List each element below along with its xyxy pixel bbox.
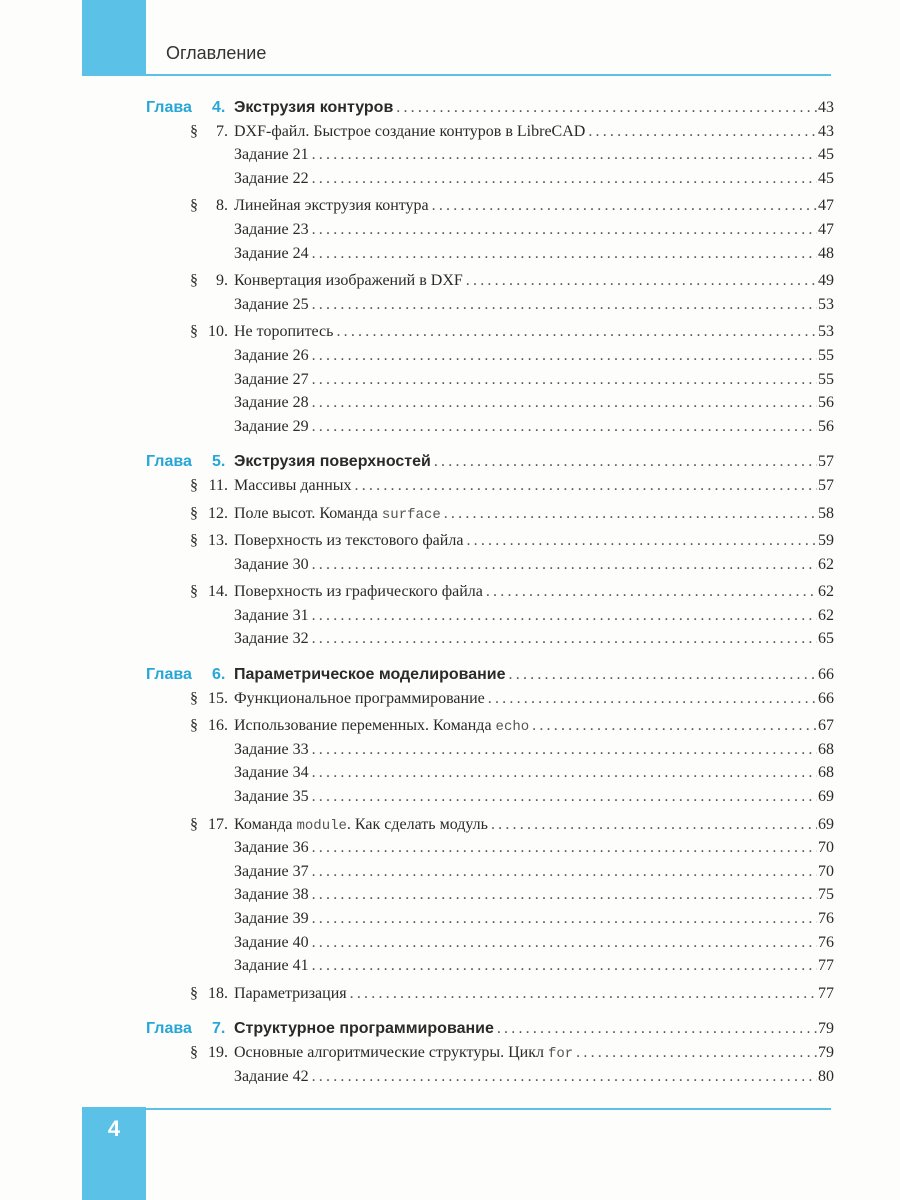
entry-title	[234, 269, 466, 293]
entry-page-number: 66	[818, 689, 834, 707]
entry-title-text: Команда	[234, 815, 297, 833]
entry-title	[234, 415, 312, 439]
dot-leader	[312, 738, 817, 762]
toc-task-row	[146, 761, 834, 785]
entry-title-text: Задание 21	[234, 146, 309, 164]
entry-page-number: 79	[818, 1020, 834, 1038]
entry-page-number: 59	[818, 532, 834, 550]
entry-title	[234, 687, 488, 711]
entry-title-text: Задание 40	[234, 933, 309, 951]
entry-title-text: Задание 38	[234, 886, 309, 904]
entry-page-number: 79	[818, 1043, 834, 1061]
entry-page-number: 55	[818, 346, 834, 364]
section-num-value: 16.	[208, 717, 228, 735]
footer-rule	[146, 1108, 831, 1110]
entry-page-number: 47	[818, 197, 834, 215]
entry-page-number: 76	[818, 933, 834, 951]
toc-section-row	[146, 269, 834, 293]
entry-title-text: Задание 41	[234, 957, 309, 975]
entry-title	[234, 580, 486, 604]
entry-title	[234, 96, 396, 120]
entry-title-text: Задание 27	[234, 370, 309, 388]
entry-title	[234, 344, 312, 368]
chapter-number: 5.	[212, 453, 226, 471]
entry-title	[234, 883, 312, 907]
entry-page-number: 62	[818, 555, 834, 573]
section-number	[190, 320, 234, 344]
toc-entry	[234, 714, 834, 740]
entry-page-number: 70	[818, 839, 834, 857]
dot-leader	[312, 860, 817, 884]
toc-section-row	[146, 194, 834, 218]
section-num-value: 9.	[216, 272, 228, 290]
section-num-value: 8.	[216, 197, 228, 215]
toc-task-row	[146, 954, 834, 978]
entry-page-number: 49	[818, 272, 834, 290]
entry-page-number: 69	[818, 788, 834, 806]
toc-section-row	[146, 320, 834, 344]
toc-entry	[234, 96, 834, 120]
toc-section-row	[146, 1041, 834, 1065]
entry-title-text: Поле высот. Команда	[234, 504, 382, 522]
toc-entry	[234, 982, 834, 1006]
toc-task-row	[146, 931, 834, 955]
section-sign: §	[190, 1043, 198, 1061]
entry-page-number: 75	[818, 886, 834, 904]
dot-leader	[466, 269, 817, 293]
toc-task-row	[146, 167, 834, 191]
entry-title-text: Задание 31	[234, 606, 309, 624]
dot-leader	[491, 813, 817, 837]
section-num-value: 14.	[208, 583, 228, 601]
entry-title	[234, 391, 312, 415]
dot-leader	[509, 663, 817, 687]
entry-title-text: Задание 30	[234, 555, 309, 573]
entry-title	[234, 474, 355, 498]
toc-entry	[234, 883, 834, 907]
dot-leader	[312, 293, 817, 317]
section-number	[190, 714, 234, 738]
entry-title	[234, 860, 312, 884]
chapter-label: Глава	[146, 453, 192, 471]
toc-entry	[234, 218, 834, 242]
toc-entry	[234, 194, 834, 218]
section-sign: §	[190, 815, 198, 833]
entry-title-text: Задание 22	[234, 169, 309, 187]
entry-page-number: 45	[818, 146, 834, 164]
toc-task-row	[146, 836, 834, 860]
toc-task-row	[146, 604, 834, 628]
toc-chapter-row	[146, 96, 834, 120]
toc-entry	[234, 738, 834, 762]
toc-task-row	[146, 242, 834, 266]
entry-title	[234, 761, 312, 785]
entry-title-text: Задание 29	[234, 417, 309, 435]
entry-title-text: Задание 25	[234, 295, 309, 313]
entry-page-number: 77	[818, 984, 834, 1002]
entry-title-text: Задание 24	[234, 244, 309, 262]
dot-leader	[336, 320, 817, 344]
table-of-contents	[146, 96, 834, 1088]
toc-section-row	[146, 982, 834, 1006]
dot-leader	[312, 954, 817, 978]
entry-page-number: 56	[818, 394, 834, 412]
entry-title	[234, 931, 312, 955]
section-sign: §	[190, 583, 198, 601]
section-number	[190, 813, 234, 837]
section-num-value: 13.	[208, 532, 228, 550]
dot-leader	[497, 1017, 817, 1041]
section-num-value: 7.	[216, 122, 228, 140]
entry-code-keyword: for	[547, 1045, 574, 1062]
entry-title	[234, 218, 312, 242]
dot-leader	[432, 194, 817, 218]
entry-title-text: Задание 26	[234, 346, 309, 364]
dot-leader	[488, 687, 817, 711]
toc-task-row	[146, 627, 834, 651]
section-number	[190, 687, 234, 711]
toc-task-row	[146, 1065, 834, 1089]
toc-task-row	[146, 883, 834, 907]
entry-title	[234, 194, 432, 218]
section-number	[190, 580, 234, 604]
section-num-value: 15.	[208, 689, 228, 707]
page-number: 4	[107, 1116, 121, 1141]
toc-entry	[234, 415, 834, 439]
section-sign: §	[190, 984, 198, 1002]
toc-entry	[234, 368, 834, 392]
entry-title	[234, 954, 312, 978]
entry-code-keyword: echo	[495, 719, 530, 736]
section-sign: §	[190, 122, 198, 140]
toc-entry	[234, 1017, 834, 1041]
dot-leader	[486, 580, 817, 604]
toc-task-row	[146, 218, 834, 242]
entry-page-number: 53	[818, 295, 834, 313]
toc-entry	[234, 907, 834, 931]
chapter-number: 6.	[212, 666, 226, 684]
section-number	[190, 982, 234, 1006]
entry-page-number: 53	[818, 323, 834, 341]
entry-title-text: Задание 33	[234, 740, 309, 758]
entry-page-number: 69	[818, 815, 834, 833]
entry-title	[234, 320, 336, 344]
entry-title	[234, 120, 588, 144]
dot-leader	[312, 344, 817, 368]
toc-entry	[234, 293, 834, 317]
toc-entry	[234, 450, 834, 474]
entry-title-text: Структурное программирование	[234, 1020, 494, 1038]
entry-title-text: Задание 34	[234, 764, 309, 782]
section-number	[190, 1041, 234, 1065]
dot-leader	[312, 931, 817, 955]
entry-code-keyword: surface	[381, 506, 441, 523]
entry-title	[234, 242, 312, 266]
toc-task-row	[146, 860, 834, 884]
entry-title	[234, 714, 532, 740]
section-sign: §	[190, 272, 198, 290]
entry-title-text: Экструзия контуров	[234, 99, 394, 116]
dot-leader	[350, 982, 817, 1006]
toc-entry	[234, 167, 834, 191]
entry-page-number: 77	[818, 957, 834, 975]
toc-entry	[234, 120, 834, 144]
entry-page-number: 57	[818, 476, 834, 494]
section-num-value: 19.	[208, 1043, 228, 1061]
entry-title-text: Задание 37	[234, 862, 309, 880]
entry-title	[234, 836, 312, 860]
section-number	[190, 474, 234, 498]
toc-entry	[234, 1065, 834, 1089]
entry-title	[234, 663, 509, 687]
dot-leader	[355, 474, 817, 498]
entry-page-number: 67	[818, 717, 834, 735]
toc-task-row	[146, 344, 834, 368]
dot-leader	[576, 1041, 817, 1065]
toc-entry	[234, 529, 834, 553]
toc-task-row	[146, 293, 834, 317]
entry-title-text: Задание 39	[234, 910, 309, 927]
dot-leader	[312, 415, 817, 439]
entry-title	[234, 738, 312, 762]
dot-leader	[588, 120, 817, 144]
entry-title	[234, 1041, 576, 1067]
section-sign: §	[190, 197, 198, 215]
dot-leader	[312, 761, 817, 785]
toc-entry	[234, 785, 834, 809]
section-num-value: 17.	[208, 815, 228, 833]
dot-leader	[312, 143, 817, 167]
toc-entry	[234, 604, 834, 628]
section-number	[190, 502, 234, 526]
entry-page-number: 48	[818, 244, 834, 262]
section-num-value: 18.	[208, 984, 228, 1002]
chapter-label: Глава	[146, 666, 192, 684]
toc-section-row	[146, 120, 834, 144]
toc-entry	[234, 813, 834, 839]
toc-entry	[234, 502, 834, 528]
entry-title-text: Задание 36	[234, 839, 309, 857]
section-sign: §	[190, 532, 198, 550]
entry-title-text: Задание 28	[234, 394, 309, 412]
chapter-number: 4.	[212, 99, 226, 116]
section-num-value: 12.	[208, 504, 228, 522]
toc-entry	[234, 344, 834, 368]
entry-title-text: Экструзия поверхностей	[234, 453, 431, 471]
entry-title-text: Поверхность из текстового файла	[234, 532, 464, 550]
entry-page-number: 43	[818, 122, 834, 140]
entry-page-number: 56	[818, 417, 834, 435]
toc-task-row	[146, 738, 834, 762]
toc-entry	[234, 860, 834, 884]
chapter-label: Глава	[146, 1020, 192, 1038]
entry-title-suffix: . Как сделать модуль	[346, 815, 488, 833]
dot-leader	[312, 604, 817, 628]
toc-task-row	[146, 907, 834, 931]
entry-title	[234, 529, 466, 553]
entry-title-text: Поверхность из графического файла	[234, 583, 483, 601]
dot-leader	[312, 553, 817, 577]
toc-entry	[234, 1041, 834, 1067]
toc-section-row	[146, 813, 834, 837]
entry-page-number: 68	[818, 764, 834, 782]
entry-title-text: Не торопитесь	[234, 323, 334, 341]
dot-leader	[434, 450, 817, 474]
toc-task-row	[146, 785, 834, 809]
dot-leader	[312, 907, 817, 931]
section-number	[190, 269, 234, 293]
toc-task-row	[146, 143, 834, 167]
dot-leader	[444, 502, 817, 526]
dot-leader	[466, 529, 817, 553]
entry-title-text: Конвертация изображений в DXF	[234, 272, 463, 290]
dot-leader	[396, 96, 817, 120]
toc-section-row	[146, 502, 834, 526]
toc-section-row	[146, 529, 834, 553]
header-rule	[146, 74, 831, 76]
toc-task-row	[146, 553, 834, 577]
entry-title-text: Задание 23	[234, 220, 309, 238]
entry-page-number: 62	[818, 583, 834, 601]
entry-title	[234, 368, 312, 392]
toc-entry	[234, 954, 834, 978]
entry-title	[234, 604, 312, 628]
dot-leader	[312, 391, 817, 415]
toc-entry	[234, 761, 834, 785]
entry-title	[234, 553, 312, 577]
toc-task-row	[146, 415, 834, 439]
section-num-value: 11.	[208, 476, 228, 494]
section-sign: §	[190, 476, 198, 494]
entry-page-number: 47	[818, 220, 834, 238]
section-sign: §	[190, 323, 198, 341]
toc-chapter-row	[146, 1017, 834, 1041]
header-color-block	[82, 0, 146, 76]
toc-entry	[234, 143, 834, 167]
dot-leader	[312, 627, 817, 651]
toc-entry	[234, 580, 834, 604]
entry-title-text: Параметрическое моделирование	[234, 666, 506, 684]
entry-title	[234, 1065, 312, 1089]
toc-entry	[234, 836, 834, 860]
section-num-value: 10.	[208, 323, 228, 341]
toc-section-row	[146, 687, 834, 711]
entry-page-number: 62	[818, 606, 834, 624]
entry-page-number: 58	[818, 504, 834, 522]
section-sign: §	[190, 689, 198, 707]
entry-title-text: Использование переменных. Команда	[234, 717, 496, 735]
entry-page-number: 57	[818, 453, 834, 471]
chapter-number: 7.	[212, 1020, 226, 1038]
dot-leader	[312, 218, 817, 242]
entry-title	[234, 907, 312, 931]
entry-title-text: Функциональное программирование	[234, 689, 485, 707]
chapter-label: Глава	[146, 99, 192, 116]
toc-chapter-row	[146, 450, 834, 474]
entry-title-text: Линейная экструзия контура	[234, 197, 429, 215]
entry-title-text: Основные алгоритмические структуры. Цикл	[234, 1043, 548, 1061]
entry-title	[234, 450, 434, 474]
entry-title-text: Массивы данных	[234, 476, 352, 494]
dot-leader	[312, 1065, 817, 1089]
entry-title-text: Задание 32	[234, 630, 309, 648]
toc-section-row	[146, 474, 834, 498]
page-title: Оглавление	[166, 43, 267, 63]
entry-title-text: Задание 35	[234, 788, 309, 806]
toc-entry	[234, 391, 834, 415]
entry-page-number: 45	[818, 169, 834, 187]
section-number	[190, 529, 234, 553]
entry-title	[234, 143, 312, 167]
entry-title	[234, 627, 312, 651]
section-number	[190, 120, 234, 144]
entry-title-text: Параметризация	[234, 984, 347, 1002]
toc-entry	[234, 242, 834, 266]
toc-entry	[234, 474, 834, 498]
toc-entry	[234, 627, 834, 651]
dot-leader	[312, 836, 817, 860]
entry-page-number: 43	[818, 99, 834, 116]
section-number	[190, 194, 234, 218]
dot-leader	[312, 368, 817, 392]
toc-entry	[234, 687, 834, 711]
toc-entry	[234, 320, 834, 344]
section-sign: §	[190, 504, 198, 522]
entry-page-number: 65	[818, 630, 834, 648]
entry-title-text: DXF-файл. Быстрое создание контуров в LibreCAD	[234, 122, 586, 140]
dot-leader	[532, 714, 817, 738]
toc-task-row	[146, 391, 834, 415]
toc-task-row	[146, 368, 834, 392]
toc-entry	[234, 663, 834, 687]
toc-section-row	[146, 580, 834, 604]
dot-leader	[312, 883, 817, 907]
dot-leader	[312, 242, 817, 266]
entry-title	[234, 785, 312, 809]
toc-entry	[234, 931, 834, 955]
entry-title	[234, 1017, 497, 1041]
entry-title	[234, 167, 312, 191]
toc-entry	[234, 553, 834, 577]
entry-page-number: 66	[818, 666, 834, 684]
entry-title	[234, 293, 312, 317]
entry-title	[234, 502, 444, 528]
entry-page-number: 55	[818, 370, 834, 388]
toc-chapter-row	[146, 663, 834, 687]
entry-page-number: 76	[818, 910, 834, 927]
dot-leader	[312, 785, 817, 809]
entry-page-number: 70	[818, 862, 834, 880]
entry-title-text: Задание 42	[234, 1067, 309, 1085]
dot-leader	[312, 167, 817, 191]
entry-page-number: 80	[818, 1067, 834, 1085]
toc-section-row	[146, 714, 834, 738]
entry-title	[234, 813, 491, 839]
entry-title	[234, 982, 350, 1006]
section-sign: §	[190, 717, 198, 735]
entry-page-number: 68	[818, 740, 834, 758]
entry-code-keyword: module	[296, 817, 347, 834]
toc-entry	[234, 269, 834, 293]
